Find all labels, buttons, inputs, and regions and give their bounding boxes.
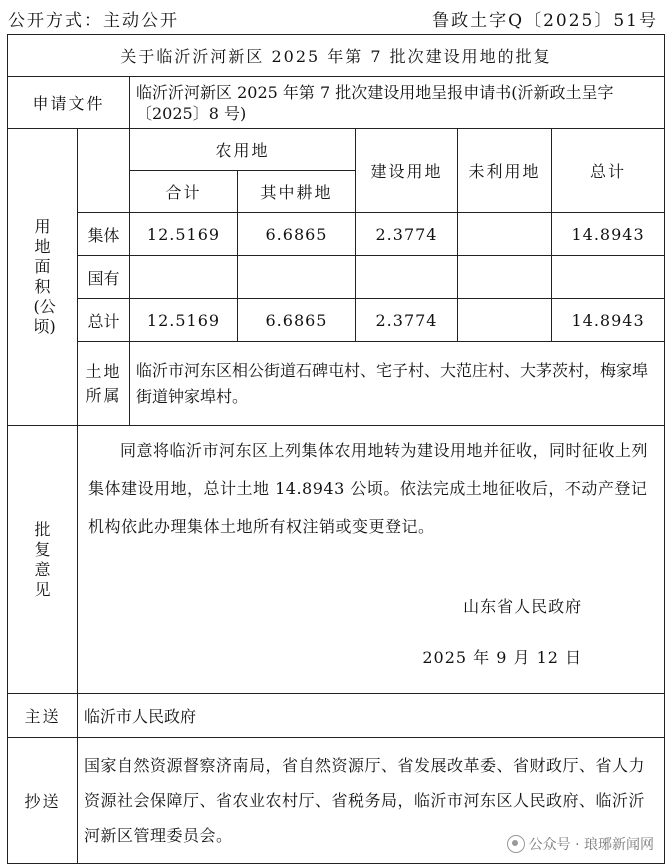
cell-total: 14.8943	[552, 213, 665, 256]
main-recipient-value: 临沂市人民政府	[78, 694, 665, 738]
document-title: 关于临沂沂河新区 2025 年第 7 批次建设用地的批复	[8, 35, 665, 77]
cc-value: 国家自然资源督察济南局，省自然资源厅、省发展改革委、省财政厅、省人力资源社会保障厅、省农业农村厅、省税务局，临沂市河东区人民政府、临沂沂河新区管理委员会。	[78, 738, 665, 864]
table-row	[8, 299, 665, 342]
row-name: 国有	[78, 256, 130, 299]
table-row	[8, 213, 665, 256]
signatory: 山东省人民政府	[463, 597, 583, 616]
construction-header: 建设用地	[356, 129, 458, 213]
cc-label: 抄送	[8, 738, 78, 864]
cell-cultivated: 6.6865	[238, 299, 356, 342]
watermark-text: 公众号 · 琅琊新闻网	[528, 837, 654, 853]
cell-cultivated	[238, 256, 356, 299]
approval-label-cell	[8, 426, 78, 694]
unused-header: 未利用地	[458, 129, 552, 213]
application-value: 临沂沂河新区 2025 年第 7 批次建设用地呈报申请书(沂新政土呈字〔2025〕8 号)	[130, 77, 665, 129]
cell-subtotal: 12.5169	[130, 299, 238, 342]
application-label: 申请文件	[8, 77, 130, 129]
agricultural-header: 农用地	[130, 129, 356, 171]
disclosure-mode: 公开方式：主动公开	[8, 11, 179, 31]
approval-label: 批复意见	[34, 519, 51, 599]
subtotal-header: 合计	[130, 171, 238, 213]
row-name: 集体	[78, 213, 130, 256]
cell-total	[552, 256, 665, 299]
cell-total: 14.8943	[552, 299, 665, 342]
cell-unused	[458, 299, 552, 342]
approval-body	[78, 426, 665, 694]
approval-text: 同意将临沂市河东区上列集体农用地转为建设用地并征收，同时征收上列集体建设用地，总计土地 14.8943 公顷。依法完成土地征收后，不动产登记机构依此办理集体土地所有权注销或变更登记。	[88, 441, 649, 536]
main-recipient-label: 主送	[8, 694, 78, 738]
approval-form-table	[7, 34, 665, 864]
cell-construction: 2.3774	[356, 213, 458, 256]
cell-unused	[458, 213, 552, 256]
cell-subtotal	[130, 256, 238, 299]
ownership-label: 土地所属	[85, 361, 122, 405]
land-area-label: 用地面积(公顷)	[33, 217, 56, 336]
table-row	[8, 256, 665, 299]
ownership-value: 临沂市河东区相公街道石碑屯村、宅子村、大范庄村、大茅茨村，梅家埠街道钟家埠村。	[130, 342, 665, 426]
wechat-icon	[507, 835, 525, 853]
cell-subtotal: 12.5169	[130, 213, 238, 256]
cell-unused	[458, 256, 552, 299]
total-header: 总计	[552, 129, 665, 213]
ownership-label-cell	[78, 342, 130, 426]
cultivated-header: 其中耕地	[238, 171, 356, 213]
land-area-label-cell	[8, 129, 78, 426]
row-name: 总计	[78, 299, 130, 342]
document-number: 鲁政土字Q〔2025〕51号	[432, 11, 658, 31]
cell-construction: 2.3774	[356, 299, 458, 342]
watermark	[507, 834, 654, 854]
cell-construction	[356, 256, 458, 299]
cell-cultivated: 6.6865	[238, 213, 356, 256]
approval-date: 2025 年 9 月 12 日	[422, 648, 583, 667]
row-header-blank	[78, 129, 130, 213]
